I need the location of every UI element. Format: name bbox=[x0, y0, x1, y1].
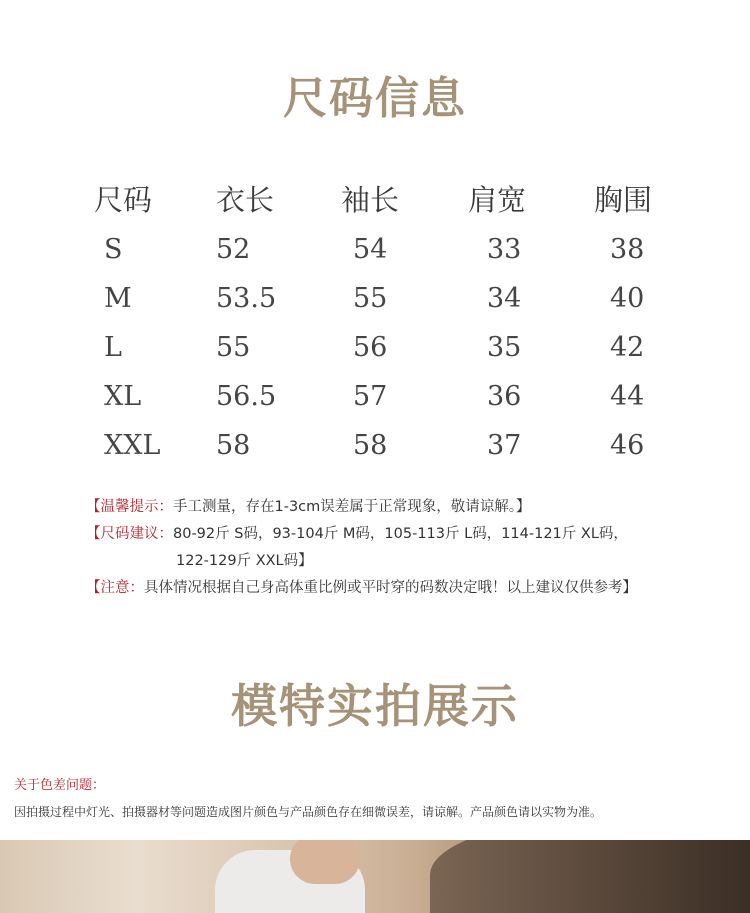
size-cell: M bbox=[104, 283, 132, 314]
length-cell: 52 bbox=[216, 234, 251, 265]
chest-cell: 44 bbox=[610, 381, 645, 412]
shoulder-cell: 33 bbox=[487, 234, 522, 265]
shoulder-cell: 37 bbox=[487, 430, 522, 461]
shoulder-cell: 36 bbox=[487, 381, 522, 412]
model-hair bbox=[430, 840, 750, 913]
sleeve-cell: 57 bbox=[353, 381, 388, 412]
size-advice-note bbox=[86, 521, 706, 548]
attention-note bbox=[86, 575, 706, 602]
model-photos-title: 模特实拍展示 bbox=[231, 679, 519, 733]
shoulder-cell: 35 bbox=[487, 332, 522, 363]
size-cell: XXL bbox=[104, 430, 161, 461]
tip-note bbox=[86, 494, 706, 521]
header-chest: 胸围 bbox=[594, 183, 653, 217]
length-cell: 55 bbox=[216, 332, 251, 363]
size-table bbox=[0, 178, 750, 479]
table-row bbox=[0, 283, 750, 332]
advice-label: 【尺码建议： bbox=[86, 526, 173, 542]
length-cell: 58 bbox=[216, 430, 251, 461]
chest-cell: 46 bbox=[610, 430, 645, 461]
sleeve-cell: 55 bbox=[353, 283, 388, 314]
table-row bbox=[0, 234, 750, 283]
tip-label: 【温馨提示： bbox=[86, 499, 173, 515]
tip-text: 手工测量，存在1-3cm误差属于正常现象，敬请谅解。】 bbox=[173, 499, 531, 515]
sleeve-cell: 54 bbox=[353, 234, 388, 265]
advice-continuation: 122-129斤 XXL码】 bbox=[176, 553, 313, 569]
chest-cell: 40 bbox=[610, 283, 645, 314]
size-cell: XL bbox=[104, 381, 142, 412]
attention-text: 具体情况根据自己身高体重比例或平时穿的码数决定哦！以上建议仅供参考】 bbox=[144, 580, 637, 596]
advice-text: 80-92斤 S码，93-104斤 M码，105-113斤 L码，114-121斤 XL码， bbox=[173, 526, 628, 542]
size-info-title: 尺码信息 bbox=[283, 73, 467, 124]
sleeve-cell: 56 bbox=[353, 332, 388, 363]
header-shoulder: 肩宽 bbox=[468, 183, 527, 217]
model-hand bbox=[290, 840, 360, 884]
size-notes bbox=[86, 494, 706, 602]
size-cell: L bbox=[104, 332, 122, 363]
color-difference-note bbox=[14, 775, 744, 820]
shoulder-cell: 34 bbox=[487, 283, 522, 314]
header-size: 尺码 bbox=[94, 183, 153, 217]
size-cell: S bbox=[104, 234, 123, 265]
header-sleeve: 袖长 bbox=[341, 183, 400, 217]
chest-cell: 42 bbox=[610, 332, 645, 363]
length-cell: 53.5 bbox=[216, 283, 277, 314]
color-note-text: 因拍摄过程中灯光、拍摄器材等问题造成图片颜色与产品颜色存在细微误差，请谅解。产品颜色请以实物为准。 bbox=[14, 805, 603, 819]
table-row bbox=[0, 381, 750, 430]
model-photo bbox=[0, 840, 750, 913]
attention-label: 【注意： bbox=[86, 580, 144, 596]
table-row bbox=[0, 430, 750, 479]
size-table-header bbox=[0, 178, 750, 234]
chest-cell: 38 bbox=[610, 234, 645, 265]
header-length: 衣长 bbox=[216, 183, 275, 217]
sleeve-cell: 58 bbox=[353, 430, 388, 461]
table-row bbox=[0, 332, 750, 381]
length-cell: 56.5 bbox=[216, 381, 277, 412]
color-note-heading: 关于色差问题： bbox=[14, 778, 106, 793]
